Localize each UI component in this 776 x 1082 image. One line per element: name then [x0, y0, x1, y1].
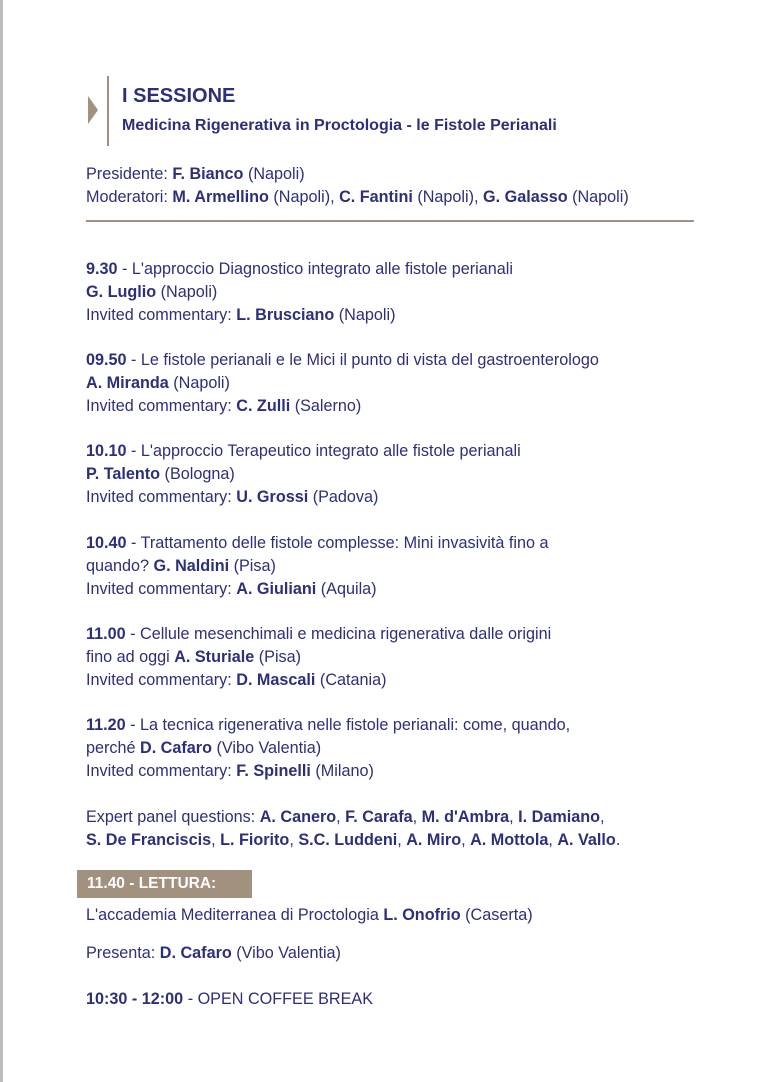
- expert-name: I. Damiano: [518, 808, 600, 826]
- talk-speaker-line: [86, 647, 301, 667]
- header-vertical-bar: [107, 76, 109, 146]
- talk-time: 11.00: [86, 625, 126, 643]
- moderator-name: G. Galasso: [483, 188, 568, 206]
- moderator-city: (Napoli),: [268, 188, 340, 206]
- moderator-city: (Napoli): [567, 188, 629, 206]
- talk-speaker: G. Luglio: [86, 283, 157, 301]
- arrow-right-icon: [88, 96, 98, 124]
- page-left-edge: [0, 0, 3, 1082]
- expert-name: S.C. Luddeni: [298, 831, 398, 849]
- talk-title-line: [86, 624, 551, 644]
- commentator-name: C. Zulli: [236, 397, 291, 415]
- talk-time: 11.20: [86, 716, 126, 734]
- coffee-time: 10:30 - 12:00: [86, 990, 184, 1008]
- commentary-label: Invited commentary:: [86, 580, 237, 598]
- talk-commentary-line: [86, 670, 387, 690]
- expert-name: A. Vallo: [557, 831, 616, 849]
- talk-speaker: A. Sturiale: [174, 648, 255, 666]
- presenta-city: (Vibo Valentia): [231, 944, 341, 962]
- presenta-name: D. Cafaro: [159, 944, 232, 962]
- talk-title-line: [86, 350, 599, 370]
- talk-speaker-city: (Pisa): [229, 557, 276, 575]
- moderators-line: [86, 187, 629, 207]
- talk-title-line: [86, 715, 570, 735]
- talk-title-cont: quando?: [86, 557, 154, 575]
- talk-commentary-line: [86, 305, 395, 325]
- president-label: Presidente:: [86, 165, 173, 183]
- separator: ,: [412, 808, 422, 826]
- talk-title: - Trattamento delle fistole complesse: Mini invasività fino a: [126, 534, 549, 552]
- lettura-speaker: L. Onofrio: [383, 906, 461, 924]
- talk-title-cont: perché: [86, 739, 140, 757]
- presenta-label: Presenta:: [86, 944, 160, 962]
- expert-name: A. Canero: [259, 808, 337, 826]
- commentary-label: Invited commentary:: [86, 397, 237, 415]
- talk-commentary-line: [86, 761, 374, 781]
- commentator-city: (Aquila): [316, 580, 377, 598]
- talk-speaker-line: [86, 556, 276, 576]
- commentary-label: Invited commentary:: [86, 762, 237, 780]
- talk-speaker-line: [86, 738, 321, 758]
- presenta-line: [86, 943, 341, 963]
- commentary-label: Invited commentary:: [86, 671, 237, 689]
- talk-speaker: P. Talento: [86, 465, 161, 483]
- talk-title: - L'approccio Terapeutico integrato alle fistole perianali: [126, 442, 521, 460]
- talk-title: - L'approccio Diagnostico integrato alle fistole perianali: [117, 260, 513, 278]
- separator: ,: [211, 831, 221, 849]
- lettura-badge: 11.40 - LETTURA:: [77, 870, 252, 898]
- talk-speaker-city: (Napoli): [156, 283, 218, 301]
- lettura-speaker-city: (Caserta): [460, 906, 533, 924]
- commentator-city: (Catania): [315, 671, 387, 689]
- talk-speaker: G. Naldini: [153, 557, 230, 575]
- talk-title: - Le fistole perianali e le Mici il punto di vista del gastroenterologo: [126, 351, 599, 369]
- talk-title-line: [86, 441, 521, 461]
- president-name: F. Bianco: [172, 165, 244, 183]
- end-period: .: [615, 831, 621, 849]
- lettura-text: L'accademia Mediterranea di Proctologia: [86, 906, 384, 924]
- expert-panel-label: Expert panel questions:: [86, 808, 260, 826]
- talk-title-line: [86, 533, 548, 553]
- lettura-line: [86, 905, 533, 925]
- talk-commentary-line: [86, 579, 377, 599]
- commentator-name: F. Spinelli: [236, 762, 311, 780]
- commentary-label: Invited commentary:: [86, 488, 237, 506]
- talk-commentary-line: [86, 396, 361, 416]
- commentator-name: U. Grossi: [236, 488, 309, 506]
- talk-speaker-city: (Bologna): [160, 465, 235, 483]
- moderator-name: M. Armellino: [172, 188, 269, 206]
- president-line: [86, 164, 305, 184]
- talk-speaker: D. Cafaro: [140, 739, 212, 757]
- talk-time: 09.50: [86, 351, 127, 369]
- talk-speaker-line: [86, 373, 230, 393]
- talk-commentary-line: [86, 487, 378, 507]
- separator: ,: [461, 831, 471, 849]
- separator: ,: [600, 808, 605, 826]
- talk-time: 10.40: [86, 534, 127, 552]
- talk-title-cont: fino ad oggi: [86, 648, 175, 666]
- separator: ,: [548, 831, 558, 849]
- commentator-city: (Milano): [310, 762, 374, 780]
- commentator-name: A. Giuliani: [236, 580, 317, 598]
- expert-name: A. Miro: [406, 831, 462, 849]
- moderator-city: (Napoli),: [412, 188, 484, 206]
- commentator-city: (Salerno): [290, 397, 362, 415]
- separator: ,: [509, 808, 519, 826]
- section-divider: [86, 220, 694, 222]
- talk-speaker-line: [86, 282, 217, 302]
- expert-panel-line-1: [86, 807, 605, 827]
- commentator-city: (Padova): [308, 488, 379, 506]
- talk-title: - Cellule mesenchimali e medicina rigenerativa dalle origini: [125, 625, 552, 643]
- talk-speaker-city: (Pisa): [254, 648, 302, 666]
- expert-name: L. Fiorito: [220, 831, 290, 849]
- moderator-name: C. Fantini: [339, 188, 413, 206]
- talk-time: 10.10: [86, 442, 127, 460]
- commentary-label: Invited commentary:: [86, 306, 237, 324]
- expert-name: F. Carafa: [345, 808, 413, 826]
- separator: ,: [289, 831, 299, 849]
- talk-speaker: A. Miranda: [86, 374, 169, 392]
- separator: ,: [397, 831, 407, 849]
- expert-name: M. d'Ambra: [421, 808, 510, 826]
- talk-speaker-city: (Napoli): [168, 374, 230, 392]
- talk-time: 9.30: [86, 260, 118, 278]
- talk-speaker-city: (Vibo Valentia): [211, 739, 322, 757]
- expert-name: A. Mottola: [470, 831, 549, 849]
- moderators-label: Moderatori:: [86, 188, 173, 206]
- commentator-city: (Napoli): [334, 306, 396, 324]
- separator: ,: [336, 808, 346, 826]
- coffee-break-line: [86, 989, 373, 1009]
- coffee-text: - OPEN COFFEE BREAK: [183, 990, 373, 1008]
- expert-panel-line-2: [86, 830, 620, 850]
- commentator-name: L. Brusciano: [236, 306, 335, 324]
- commentator-name: D. Mascali: [236, 671, 316, 689]
- session-title: I SESSIONE: [122, 85, 236, 107]
- talk-speaker-line: [86, 464, 235, 484]
- session-subtitle: Medicina Rigenerativa in Proctologia - le Fistole Perianali: [122, 117, 557, 134]
- president-city: (Napoli): [243, 165, 305, 183]
- talk-title: - La tecnica rigenerativa nelle fistole perianali: come, quando,: [125, 716, 571, 734]
- expert-name: S. De Franciscis: [86, 831, 212, 849]
- talk-title-line: [86, 259, 513, 279]
